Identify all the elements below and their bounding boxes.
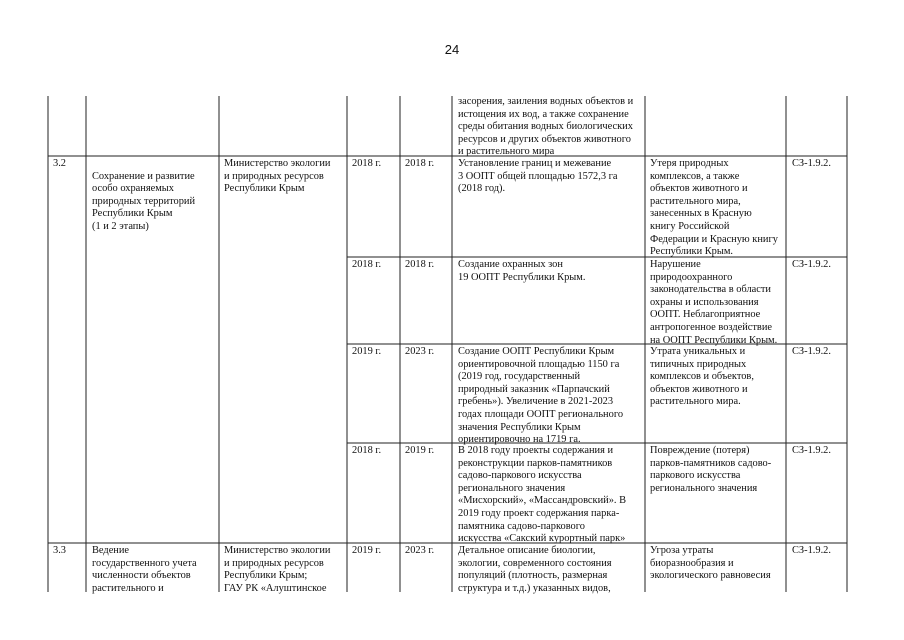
row-3-2-sub4-link: СЗ-1.9.2. — [792, 445, 831, 456]
row-3-2-sub2-end: 2018 г. — [405, 259, 435, 270]
row-3-3-end: 2023 г. — [405, 545, 435, 556]
row-3-2-sub3-end: 2023 г. — [405, 346, 435, 357]
row-3-2-sub2-start: 2018 г. — [352, 259, 382, 270]
row-3-2-number: 3.2 — [53, 158, 66, 169]
row-3-2-sub2-link: СЗ-1.9.2. — [792, 259, 831, 270]
row-3-3-link: СЗ-1.9.2. — [792, 545, 831, 556]
row-3-2-sub1-start: 2018 г. — [352, 158, 382, 169]
row-3-2-sub1-consequence: Утеря природных комплексов, а также объектов животного и растительного мира, занесенных в Красную книгу Российской Федерации и Красную книгу Республики Крым. — [650, 158, 778, 258]
row-3-2-sub2-consequence: Нарушение природоохранного законодательства в области охраны и использования ООПТ. Неблагоприятное антропогенное воздействие на ООПТ Республики Крым. — [650, 259, 778, 346]
top-row-risk-text: засорения, заиления водных объектов и истощения их вод, а также сохранение среды обитания водных биологических ресурсов и других объектов животного и растительного мира — [458, 96, 634, 158]
row-3-2-name-text: Сохранение и развитие особо охраняемых природных территорий Республики Крым (1 и 2 этапы) — [92, 170, 196, 232]
row-3-2-sub3-link: СЗ-1.9.2. — [792, 346, 831, 357]
row-3-2-sub3-consequence: Утрата уникальных и типичных природных комплексов и объектов, объектов животного и растительного мира. — [650, 346, 754, 408]
row-3-3-executor: Министерство экологии и природных ресурсов Республики Крым; ГАУ РК «Алуштинское — [224, 545, 331, 594]
page-number: 24 — [444, 42, 460, 57]
row-3-2-sub4-consequence: Повреждение (потеря) парков-памятников садово- паркового искусства регионального значения — [650, 445, 772, 494]
row-3-2-sub4-start: 2018 г. — [352, 445, 382, 456]
row-3-2-sub2-result: Создание охранных зон 19 ООПТ Республики Крым. — [458, 259, 586, 283]
row-3-3-number: 3.3 — [53, 545, 66, 556]
row-3-3-name: Ведение государственного учета численности объектов растительного и — [92, 545, 197, 594]
row-3-3-start: 2019 г. — [352, 545, 382, 556]
row-3-3-consequence: Угроза утраты биоразнообразия и экологического равновесия — [650, 545, 771, 582]
row-3-3-result: Детальное описание биологии, экологии, современного состояния популяций (плотность, размерная структура и т.д.) указанных видов, — [458, 545, 612, 594]
row-3-2-sub1-result: Установление границ и межевание 3 ООПТ общей площадью 1572,3 га (2018 год). — [458, 158, 618, 195]
row-3-2-sub4-result: В 2018 году проекты содержания и реконструкции парков-памятников садово-паркового искусства регионального значения «Мисхорский», «Массандровский». В 2019 году проект содержания парка- памятника садово-паркового искусства «Сакский курортный парк» — [458, 445, 627, 545]
row-3-2-executor: Министерство экологии и природных ресурсов Республики Крым — [224, 158, 331, 195]
row-3-2-sub3-result: Создание ООПТ Республики Крым ориентировочной площадью 1150 га (2019 год, государственный природный заказник «Парпачский гребень»). Увеличение в 2021-2023 годах площади ООПТ регионального значения Республики Крым ориентировочно на 1719 га. — [458, 346, 624, 446]
row-3-2-sub4-end: 2019 г. — [405, 445, 435, 456]
row-3-2-sub1-link: СЗ-1.9.2. — [792, 158, 831, 169]
row-3-2-sub1-end: 2018 г. — [405, 158, 435, 169]
row-3-2-sub3-start: 2019 г. — [352, 346, 382, 357]
row-3-2-name — [92, 158, 214, 246]
